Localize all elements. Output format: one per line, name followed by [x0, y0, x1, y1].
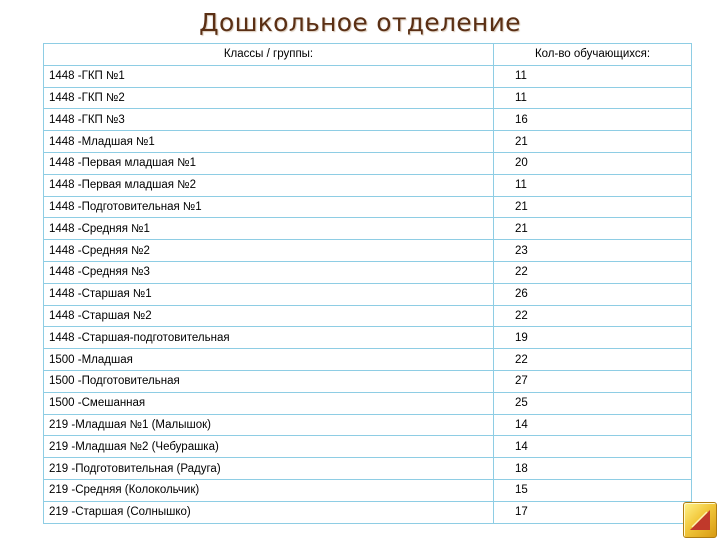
- student-count-cell: 22: [494, 349, 692, 371]
- header-count: Кол-во обучающихся:: [494, 44, 692, 66]
- student-count-cell: 11: [494, 87, 692, 109]
- table-row: [44, 261, 692, 283]
- table-row: [44, 218, 692, 240]
- student-count-cell: 17: [494, 501, 692, 523]
- group-name-cell: 1500 -Смешанная: [44, 392, 494, 414]
- student-count-cell: 23: [494, 240, 692, 262]
- group-name-cell: 219 -Старшая (Солнышко): [44, 501, 494, 523]
- group-name-cell: 1448 -Младшая №1: [44, 131, 494, 153]
- back-arrow-icon: [687, 507, 713, 533]
- table-row: [44, 436, 692, 458]
- group-name-cell: 1448 -Старшая №1: [44, 283, 494, 305]
- group-name-cell: 1448 -ГКП №1: [44, 65, 494, 87]
- group-name-cell: 1500 -Младшая: [44, 349, 494, 371]
- student-count-cell: 22: [494, 305, 692, 327]
- group-name-cell: 1448 -Первая младшая №1: [44, 152, 494, 174]
- student-count-cell: 15: [494, 479, 692, 501]
- student-count-cell: 21: [494, 218, 692, 240]
- table-row: [44, 349, 692, 371]
- table-row: [44, 327, 692, 349]
- group-name-cell: 1448 -Средняя №2: [44, 240, 494, 262]
- student-count-cell: 11: [494, 174, 692, 196]
- student-count-cell: 18: [494, 458, 692, 480]
- table-row: [44, 87, 692, 109]
- table-row: [44, 501, 692, 523]
- student-count-cell: 21: [494, 131, 692, 153]
- group-name-cell: 1448 -Средняя №1: [44, 218, 494, 240]
- table-row: [44, 196, 692, 218]
- student-count-cell: 14: [494, 414, 692, 436]
- page-title: Дошкольное отделение: [199, 8, 521, 37]
- group-name-cell: 1448 -ГКП №3: [44, 109, 494, 131]
- groups-table: [43, 43, 692, 524]
- table-row: [44, 414, 692, 436]
- student-count-cell: 16: [494, 109, 692, 131]
- header-groups: Классы / группы:: [44, 44, 494, 66]
- student-count-cell: 26: [494, 283, 692, 305]
- student-count-cell: 22: [494, 261, 692, 283]
- table-row: [44, 283, 692, 305]
- table-row: [44, 240, 692, 262]
- table-row: [44, 174, 692, 196]
- table-row: [44, 392, 692, 414]
- group-name-cell: 219 -Младшая №2 (Чебурашка): [44, 436, 494, 458]
- table-row: [44, 458, 692, 480]
- group-name-cell: 1448 -Старшая №2: [44, 305, 494, 327]
- group-name-cell: 1448 -ГКП №2: [44, 87, 494, 109]
- group-name-cell: 219 -Младшая №1 (Малышок): [44, 414, 494, 436]
- group-name-cell: 1500 -Подготовительная: [44, 370, 494, 392]
- table-row: [44, 109, 692, 131]
- group-name-cell: 1448 -Подготовительная №1: [44, 196, 494, 218]
- table-row: [44, 131, 692, 153]
- student-count-cell: 11: [494, 65, 692, 87]
- group-name-cell: 1448 -Средняя №3: [44, 261, 494, 283]
- group-name-cell: 219 -Подготовительная (Радуга): [44, 458, 494, 480]
- table-row: [44, 370, 692, 392]
- student-count-cell: 19: [494, 327, 692, 349]
- table-row: [44, 152, 692, 174]
- back-nav-button[interactable]: [683, 502, 717, 538]
- student-count-cell: 21: [494, 196, 692, 218]
- group-name-cell: 1448 -Первая младшая №2: [44, 174, 494, 196]
- student-count-cell: 25: [494, 392, 692, 414]
- table-row: [44, 65, 692, 87]
- student-count-cell: 14: [494, 436, 692, 458]
- table-row: [44, 479, 692, 501]
- group-name-cell: 1448 -Старшая-подготовительная: [44, 327, 494, 349]
- group-name-cell: 219 -Средняя (Колокольчик): [44, 479, 494, 501]
- table-row: [44, 305, 692, 327]
- table-header-row: [44, 44, 692, 66]
- student-count-cell: 27: [494, 370, 692, 392]
- student-count-cell: 20: [494, 152, 692, 174]
